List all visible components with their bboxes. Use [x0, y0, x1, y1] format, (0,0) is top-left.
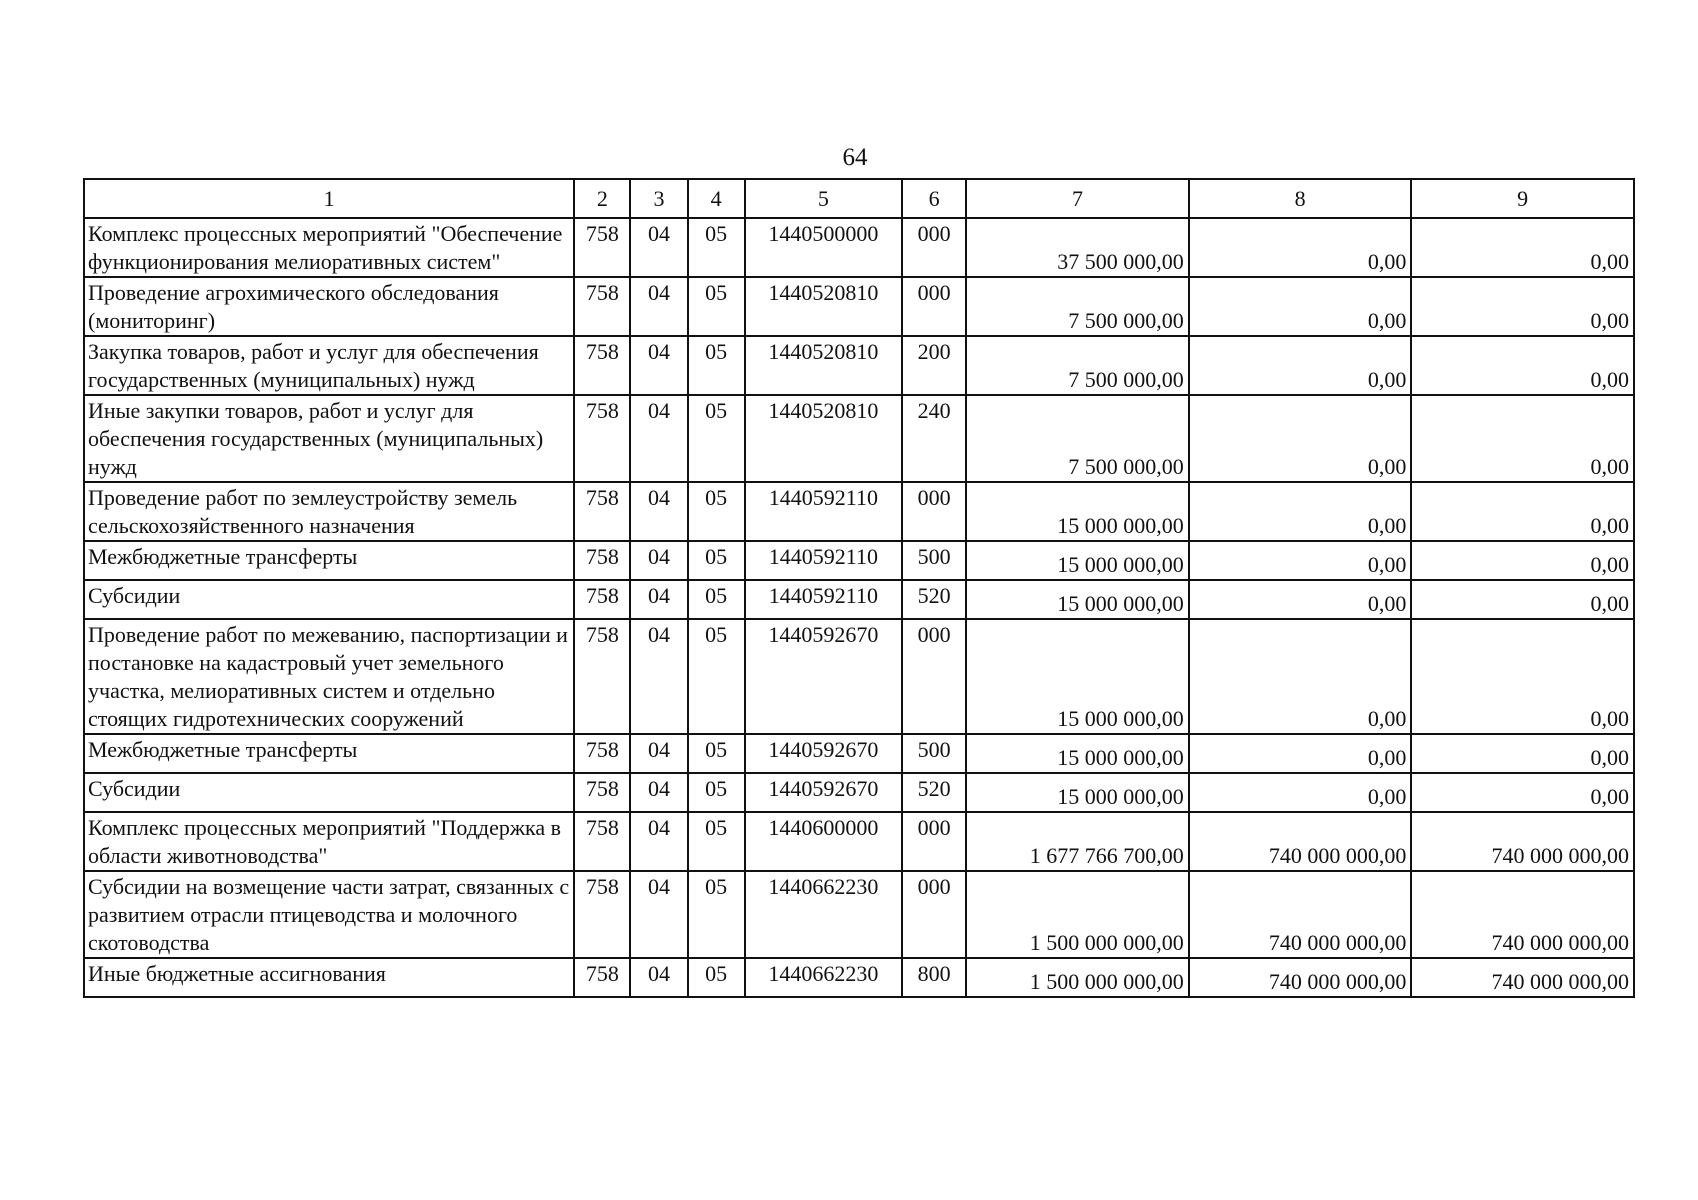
- expense-type-code: 000: [902, 871, 966, 958]
- target-article-code: 1440520810: [745, 395, 902, 482]
- amount-col-8: 740 000 000,00: [1189, 958, 1412, 997]
- amount-col-8: 0,00: [1189, 218, 1412, 277]
- amount-col-8: 0,00: [1189, 336, 1412, 395]
- target-article-code: 1440520810: [745, 336, 902, 395]
- amount-col-8: 0,00: [1189, 619, 1412, 734]
- subsection-code: 05: [688, 958, 745, 997]
- subsection-code: 05: [688, 395, 745, 482]
- section-code: 04: [630, 773, 687, 812]
- amount-col-7: 1 500 000 000,00: [966, 958, 1189, 997]
- row-name: Межбюджетные трансферты: [84, 734, 574, 773]
- admin-code: 758: [574, 482, 630, 541]
- target-article-code: 1440592670: [745, 734, 902, 773]
- row-name: Комплекс процессных мероприятий "Поддержка в области животноводства": [84, 812, 574, 871]
- target-article-code: 1440662230: [745, 871, 902, 958]
- column-header: 3: [630, 179, 687, 218]
- table-row: [84, 277, 1634, 336]
- table-row: [84, 482, 1634, 541]
- row-name: Межбюджетные трансферты: [84, 541, 574, 580]
- subsection-code: 05: [688, 812, 745, 871]
- section-code: 04: [630, 395, 687, 482]
- column-header: 1: [84, 179, 574, 218]
- amount-col-8: 0,00: [1189, 773, 1412, 812]
- expense-type-code: 500: [902, 541, 966, 580]
- target-article-code: 1440500000: [745, 218, 902, 277]
- target-article-code: 1440592110: [745, 541, 902, 580]
- section-code: 04: [630, 734, 687, 773]
- target-article-code: 1440592110: [745, 580, 902, 619]
- expense-type-code: 500: [902, 734, 966, 773]
- row-name: Проведение агрохимического обследования (мониторинг): [84, 277, 574, 336]
- amount-col-9: 0,00: [1411, 395, 1634, 482]
- admin-code: 758: [574, 395, 630, 482]
- column-header: 6: [902, 179, 966, 218]
- table-row: [84, 773, 1634, 812]
- target-article-code: 1440592670: [745, 619, 902, 734]
- amount-col-8: 0,00: [1189, 395, 1412, 482]
- row-name: Субсидии: [84, 773, 574, 812]
- section-code: 04: [630, 619, 687, 734]
- admin-code: 758: [574, 541, 630, 580]
- subsection-code: 05: [688, 619, 745, 734]
- admin-code: 758: [574, 871, 630, 958]
- page-number: 64: [842, 144, 868, 171]
- subsection-code: 05: [688, 218, 745, 277]
- amount-col-7: 15 000 000,00: [966, 482, 1189, 541]
- section-code: 04: [630, 958, 687, 997]
- admin-code: 758: [574, 277, 630, 336]
- row-name: Субсидии: [84, 580, 574, 619]
- subsection-code: 05: [688, 580, 745, 619]
- column-header: 4: [688, 179, 745, 218]
- amount-col-8: 0,00: [1189, 482, 1412, 541]
- amount-col-8: 0,00: [1189, 580, 1412, 619]
- row-name: Комплекс процессных мероприятий "Обеспечение функционирования мелиоративных систем": [84, 218, 574, 277]
- section-code: 04: [630, 812, 687, 871]
- table-header-row: [84, 179, 1634, 218]
- amount-col-9: 0,00: [1411, 619, 1634, 734]
- amount-col-9: 740 000 000,00: [1411, 958, 1634, 997]
- admin-code: 758: [574, 580, 630, 619]
- amount-col-9: 0,00: [1411, 336, 1634, 395]
- table-row: [84, 336, 1634, 395]
- amount-col-9: 740 000 000,00: [1411, 812, 1634, 871]
- target-article-code: 1440520810: [745, 277, 902, 336]
- table-row: [84, 958, 1634, 997]
- amount-col-8: 0,00: [1189, 277, 1412, 336]
- expense-type-code: 800: [902, 958, 966, 997]
- amount-col-7: 15 000 000,00: [966, 541, 1189, 580]
- amount-col-7: 15 000 000,00: [966, 773, 1189, 812]
- section-code: 04: [630, 336, 687, 395]
- amount-col-8: 0,00: [1189, 734, 1412, 773]
- admin-code: 758: [574, 619, 630, 734]
- column-header: 7: [966, 179, 1189, 218]
- row-name: Субсидии на возмещение части затрат, связанных с развитием отрасли птицеводства и молочного скотоводства: [84, 871, 574, 958]
- row-name: Проведение работ по землеустройству земель сельскохозяйственного назначения: [84, 482, 574, 541]
- amount-col-7: 37 500 000,00: [966, 218, 1189, 277]
- table-row: [84, 812, 1634, 871]
- table-row: [84, 871, 1634, 958]
- amount-col-7: 1 677 766 700,00: [966, 812, 1189, 871]
- admin-code: 758: [574, 218, 630, 277]
- expense-type-code: 000: [902, 277, 966, 336]
- amount-col-7: 7 500 000,00: [966, 277, 1189, 336]
- subsection-code: 05: [688, 277, 745, 336]
- column-header: 8: [1189, 179, 1412, 218]
- table-row: [84, 619, 1634, 734]
- amount-col-9: 0,00: [1411, 734, 1634, 773]
- amount-col-9: 0,00: [1411, 218, 1634, 277]
- admin-code: 758: [574, 958, 630, 997]
- expense-type-code: 200: [902, 336, 966, 395]
- target-article-code: 1440592670: [745, 773, 902, 812]
- admin-code: 758: [574, 812, 630, 871]
- admin-code: 758: [574, 773, 630, 812]
- column-header: 2: [574, 179, 630, 218]
- amount-col-7: 15 000 000,00: [966, 580, 1189, 619]
- subsection-code: 05: [688, 482, 745, 541]
- amount-col-7: 15 000 000,00: [966, 619, 1189, 734]
- section-code: 04: [630, 277, 687, 336]
- row-name: Проведение работ по межеванию, паспортизации и постановке на кадастровый учет земельного участка, мелиоративных систем и отдельно стоящих гидротехнических сооружений: [84, 619, 574, 734]
- row-name: Иные закупки товаров, работ и услуг для обеспечения государственных (муниципальных) нужд: [84, 395, 574, 482]
- subsection-code: 05: [688, 734, 745, 773]
- row-name: Иные бюджетные ассигнования: [84, 958, 574, 997]
- column-header: 9: [1411, 179, 1634, 218]
- budget-table: [83, 178, 1635, 998]
- amount-col-7: 1 500 000 000,00: [966, 871, 1189, 958]
- row-name: Закупка товаров, работ и услуг для обеспечения государственных (муниципальных) нужд: [84, 336, 574, 395]
- table-row: [84, 541, 1634, 580]
- subsection-code: 05: [688, 541, 745, 580]
- target-article-code: 1440662230: [745, 958, 902, 997]
- admin-code: 758: [574, 734, 630, 773]
- admin-code: 758: [574, 336, 630, 395]
- section-code: 04: [630, 541, 687, 580]
- expense-type-code: 000: [902, 482, 966, 541]
- amount-col-9: 0,00: [1411, 773, 1634, 812]
- expense-type-code: 240: [902, 395, 966, 482]
- expense-type-code: 520: [902, 773, 966, 812]
- amount-col-9: 0,00: [1411, 580, 1634, 619]
- section-code: 04: [630, 871, 687, 958]
- expense-type-code: 520: [902, 580, 966, 619]
- section-code: 04: [630, 482, 687, 541]
- section-code: 04: [630, 218, 687, 277]
- amount-col-7: 7 500 000,00: [966, 395, 1189, 482]
- table-row: [84, 580, 1634, 619]
- amount-col-9: 740 000 000,00: [1411, 871, 1634, 958]
- expense-type-code: 000: [902, 812, 966, 871]
- amount-col-8: 740 000 000,00: [1189, 871, 1412, 958]
- subsection-code: 05: [688, 773, 745, 812]
- expense-type-code: 000: [902, 218, 966, 277]
- subsection-code: 05: [688, 336, 745, 395]
- section-code: 04: [630, 580, 687, 619]
- table-row: [84, 218, 1634, 277]
- column-header: 5: [745, 179, 902, 218]
- amount-col-7: 7 500 000,00: [966, 336, 1189, 395]
- subsection-code: 05: [688, 871, 745, 958]
- expense-type-code: 000: [902, 619, 966, 734]
- amount-col-9: 0,00: [1411, 277, 1634, 336]
- target-article-code: 1440600000: [745, 812, 902, 871]
- table-row: [84, 395, 1634, 482]
- amount-col-8: 740 000 000,00: [1189, 812, 1412, 871]
- amount-col-9: 0,00: [1411, 541, 1634, 580]
- table-row: [84, 734, 1634, 773]
- amount-col-7: 15 000 000,00: [966, 734, 1189, 773]
- amount-col-8: 0,00: [1189, 541, 1412, 580]
- amount-col-9: 0,00: [1411, 482, 1634, 541]
- target-article-code: 1440592110: [745, 482, 902, 541]
